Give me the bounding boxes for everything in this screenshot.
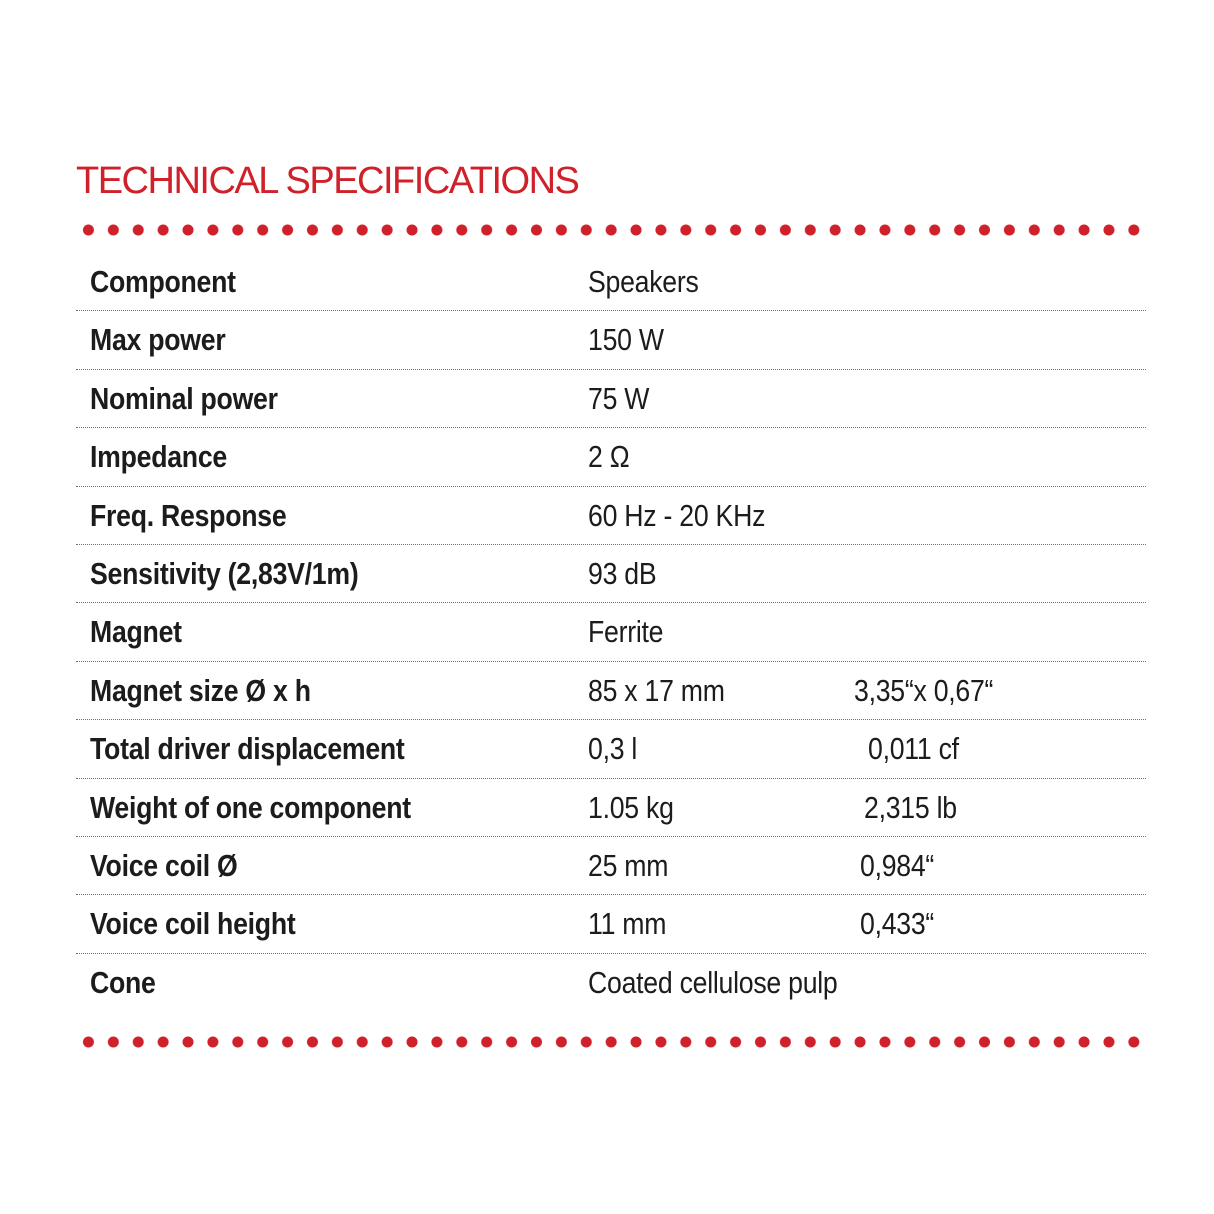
page-title: TECHNICAL SPECIFICATIONS	[76, 160, 579, 202]
spec-row-total-driver-displacement	[76, 720, 1146, 778]
spec-label: Freq. Response	[90, 497, 287, 533]
spec-table	[76, 253, 1146, 1012]
spec-row-component	[76, 253, 1146, 311]
spec-value: 0,3 l	[588, 731, 638, 767]
spec-row-voice-coil-diameter	[76, 837, 1146, 895]
spec-label: Impedance	[90, 439, 227, 475]
spec-row-freq-response	[76, 487, 1146, 545]
spec-value: 1.05 kg	[588, 789, 674, 825]
spec-imperial-value: 0,011 cf	[868, 731, 959, 767]
spec-value: 2 Ω	[588, 439, 630, 475]
bottom-dotted-divider	[76, 1035, 1146, 1049]
spec-row-magnet	[76, 603, 1146, 661]
spec-value: Coated cellulose pulp	[588, 964, 838, 1000]
spec-value: 85 x 17 mm	[588, 672, 725, 708]
spec-value: 75 W	[588, 380, 650, 416]
spec-value: 60 Hz - 20 KHz	[588, 497, 766, 533]
spec-row-impedance	[76, 428, 1146, 486]
spec-label: Magnet size Ø x h	[90, 672, 311, 708]
spec-value: 11 mm	[588, 906, 667, 942]
top-dotted-divider	[76, 223, 1146, 237]
spec-value: 93 dB	[588, 555, 657, 591]
spec-row-cone	[76, 954, 1146, 1012]
spec-label: Max power	[90, 322, 226, 358]
spec-label: Magnet	[90, 614, 182, 650]
spec-imperial-value: 0,433“	[860, 906, 935, 942]
spec-value: Speakers	[588, 264, 699, 299]
spec-label: Total driver displacement	[90, 731, 405, 767]
spec-value: 150 W	[588, 322, 664, 358]
spec-row-weight	[76, 779, 1146, 837]
spec-label: Voice coil height	[90, 906, 296, 942]
spec-label: Weight of one component	[90, 789, 411, 825]
spec-value: Ferrite	[588, 614, 664, 650]
spec-label: Sensitivity (2,83V/1m)	[90, 555, 359, 591]
spec-row-nominal-power	[76, 370, 1146, 428]
spec-imperial-value: 3,35“x 0,67“	[854, 672, 994, 708]
spec-value: 25 mm	[588, 847, 669, 883]
spec-label: Nominal power	[90, 380, 278, 416]
spec-imperial-value: 0,984“	[860, 847, 935, 883]
spec-row-sensitivity	[76, 545, 1146, 603]
spec-label: Component	[90, 264, 236, 299]
spec-row-voice-coil-height	[76, 895, 1146, 953]
spec-imperial-value: 2,315 lb	[864, 789, 957, 825]
spec-row-magnet-size	[76, 662, 1146, 720]
spec-row-max-power	[76, 311, 1146, 369]
spec-label: Voice coil Ø	[90, 847, 238, 883]
spec-label: Cone	[90, 964, 156, 1000]
